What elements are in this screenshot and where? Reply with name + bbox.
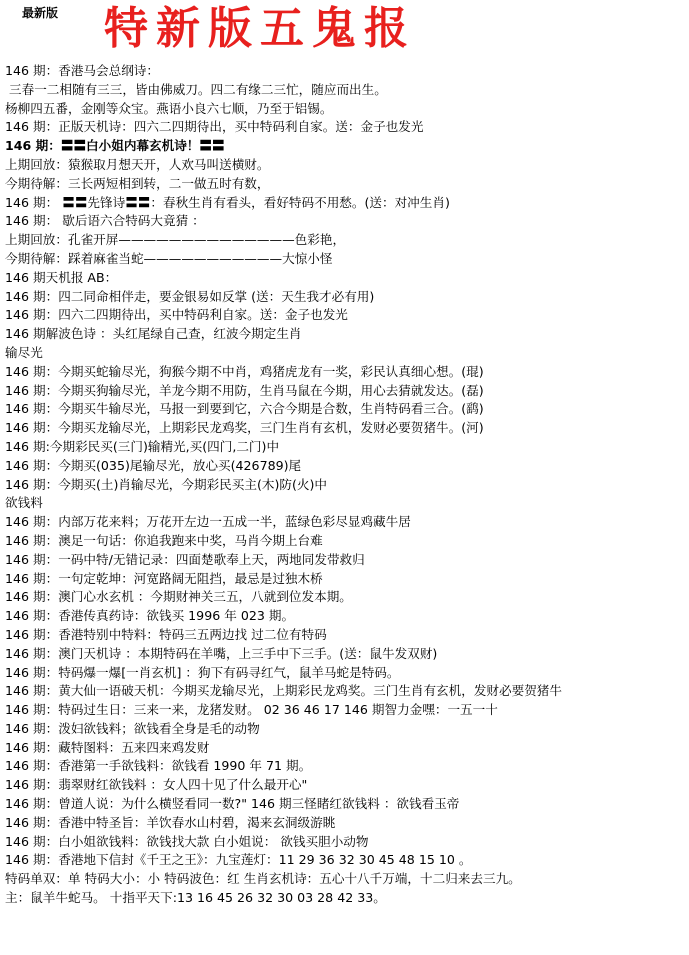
text-line: 杨柳四五番，金刚等众宝。燕语小良六七顺，乃至于铝锡。 <box>5 100 333 116</box>
text-line: 146 期：黄大仙一语破天机：今期买龙输尽光，上期彩民龙鸡奖。三门生肖有玄机，发财必要贺猪牛 <box>5 683 562 699</box>
text-line: 146 期：一句定乾坤：河宽路阔无阻挡，最忌是过独木桥 <box>5 570 323 586</box>
text-line: 146 期：香港地下信封《千王之王》：九宝莲灯：11 29 36 32 30 45 48 15 10 。 <box>5 852 472 868</box>
text-line: 146 期：正版天机诗：四六二四期待出，买中特码利自家。送：金子也发光 <box>5 119 424 135</box>
text-line: 146 期：今期买(土)肖输尽光，今期彩民买主(木)防(火)中 <box>5 476 327 492</box>
text-line: 146 期：四二同命相伴走，要金银易如反掌 (送：天生我才必有用) <box>5 288 375 304</box>
text-line: 146 期：泼妇欲钱料；欲钱看全身是毛的动物 <box>5 720 260 736</box>
text-line: 146 期解波色诗 ：头红尾绿自己查，红波今期定生肖 <box>5 326 302 342</box>
text-line: 146 期：特码爆一爆[一肖玄机] ：狗下有码寻红气，鼠羊马蛇是特码。 <box>5 664 400 680</box>
text-line: 146 期：今期买蛇输尽光，狗猴今期不中肖，鸡猪虎龙有一奖，彩民认真细心想。(琨) <box>5 363 484 379</box>
text-line: 主：鼠羊牛蛇马。 十指平天下:13 16 45 26 32 30 03 28 42 33。 <box>5 890 386 906</box>
text-line: 146 期：香港特别中特料：特码三五两边找 过二位有特码 <box>5 626 327 642</box>
text-line: 146 期：香港中特圣旨：羊饮春水山村碧，渴来玄洞级游眺 <box>5 814 336 830</box>
text-line: 146 期：澳足一句话：你追我跑来中奖，马肖今期上台难 <box>5 532 323 548</box>
text-line: 今期待解：三长两短相到转，二一做五时有数， <box>5 175 270 191</box>
text-line: 146 期：澳门心水玄机 ：今期财神关三五，八就到位发本期。 <box>5 589 352 605</box>
text-line: 欲钱料 <box>5 495 43 511</box>
text-line: 146 期： 〓〓先锋诗〓〓：春秋生肖有看头，看好特码不用愁。(送：对冲生肖) <box>5 194 450 210</box>
text-line: 上期回放：猿猴取月想天开，人欢马叫送横财。 <box>5 156 270 172</box>
text-lines <box>5 62 687 908</box>
page-title: 特新版五鬼报 <box>104 3 416 54</box>
text-line: 146 期：香港第一手欲钱料：欲钱看 1990 年 71 期。 <box>5 758 312 774</box>
text-line: 146 期：〓〓白小姐内幕玄机诗！〓〓 <box>5 138 225 154</box>
text-line: 146 期：今期买(035)尾输尽光，放心买(426789)尾 <box>5 457 302 473</box>
text-line: 输尽光 <box>5 344 43 360</box>
text-line: 146 期：翡翠财红欲钱料 ：女人四十见了什么最开心" <box>5 777 308 793</box>
text-line: 146 期：今期买牛输尽光，马报一到要到它，六合今期是合数，生肖特码看三合。(鹞) <box>5 401 484 417</box>
text-line: 146 期：今期买狗输尽光，羊龙今期不用防，生肖马鼠在今期，用心去猜就发达。(磊) <box>5 382 484 398</box>
text-line: 146 期：白小姐欲钱料：欲钱找大款 白小姐说： 欲钱买胆小动物 <box>5 833 369 849</box>
text-line: 146 期：香港传真药诗：欲钱买 1996 年 023 期。 <box>5 608 295 624</box>
text-line: 146 期：澳门天机诗 ：本期特码在羊嘴，上三手中下三手。(送：鼠牛发双财) <box>5 645 438 661</box>
text-line: 146 期：内部万花来料；万花开左边一五成一半，蓝绿色彩尽显鸡藏牛居 <box>5 514 411 530</box>
text-line: 146 期：香港马会总纲诗： <box>5 63 159 78</box>
text-line: 146 期：特码过生日：三来一来，龙猪发财。 02 36 46 17 146 期智力金嘿：一五一十 <box>5 702 498 718</box>
text-line: 146 期：曾道人说：为什么横竖看同一数?" 146 期三怪睹红欲钱料 ：欲钱看玉帝 <box>5 796 460 812</box>
text-line: 上期回放：孔雀开屏——————————————色彩艳， <box>5 232 346 248</box>
text-line: 146 期：藏特图料：五来四来鸡发财 <box>5 739 210 755</box>
text-line: 三春一二相随有三三，皆由佛威刀。四二有缘二三忙，随应而出生。 <box>9 81 387 97</box>
text-line: 146 期天机报 AB： <box>5 269 118 285</box>
text-line: 146 期：一码中特/无错记录：四面楚歌奉上天，两地同发带救归 <box>5 551 365 567</box>
text-line: 146 期： 歇后语六合特码大竟猜 ： <box>5 213 205 229</box>
text-line: 特码单双：单 特码大小：小 特码波色：红 生肖玄机诗：五心十八千万端，十二归来去三九。 <box>5 871 521 887</box>
text-line: 146 期：四六二四期待出，买中特码利自家。送：金子也发光 <box>5 307 348 323</box>
text-line: 今期待解：踩着麻雀当蛇———————————大惊小怪 <box>5 250 333 266</box>
edition-label: 最新版 <box>22 6 59 20</box>
text-line: 146 期：今期买龙输尽光，上期彩民龙鸡奖，三门生肖有玄机，发财必要贺猪牛。(河) <box>5 420 484 436</box>
text-line: 146 期:今期彩民买(三门)输精光,买(四门,二门)中 <box>5 438 280 454</box>
